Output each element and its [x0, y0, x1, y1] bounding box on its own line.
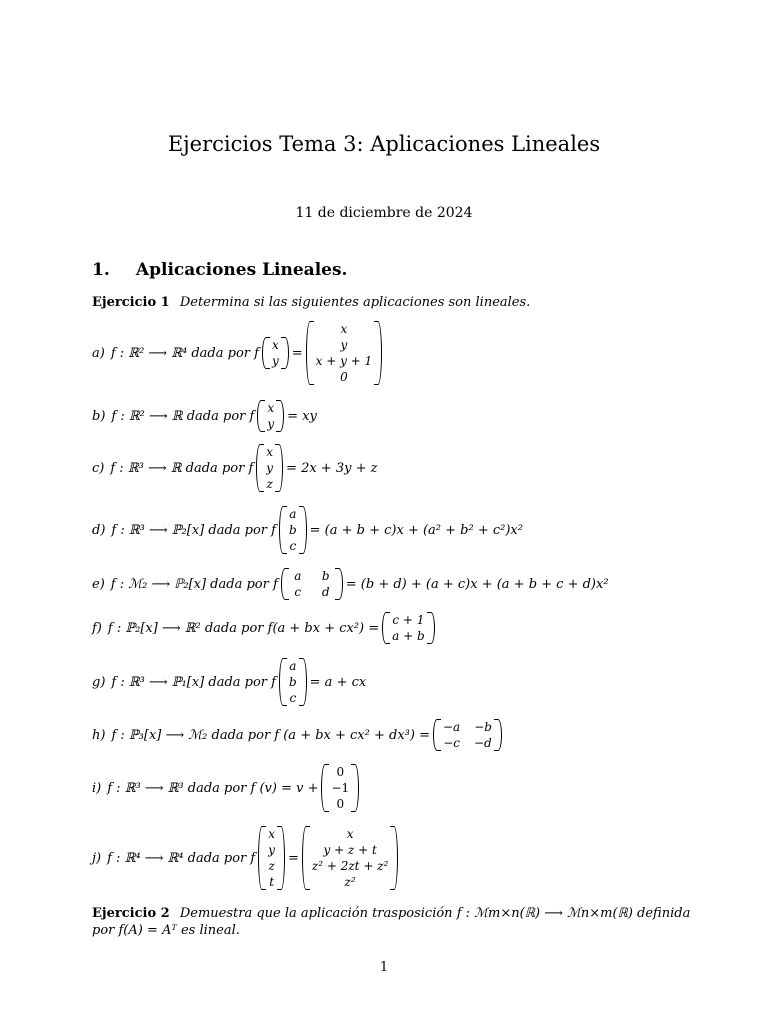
item-label: g)	[92, 674, 106, 690]
exercise-1-label: Ejercicio 1	[92, 295, 170, 310]
item-map: f : ℙ₃[x] ⟶ ℳ₂ dada por f (a + bx + cx² + dx³) =	[111, 727, 430, 743]
input-matrix: a b c d	[281, 568, 343, 600]
exercise-item-j	[92, 824, 401, 892]
equals-sign: =	[288, 850, 299, 866]
input-vector: x y z	[256, 444, 283, 492]
item-map: f : ℝ³ ⟶ ℝ dada por f	[110, 460, 254, 476]
item-label: i)	[92, 780, 102, 796]
item-map: f : ℝ³ ⟶ ℝ³ dada por f (v) = v +	[107, 780, 319, 796]
exercise-2-heading	[92, 905, 712, 939]
item-label: c)	[92, 460, 105, 476]
exercise-item-a	[92, 318, 385, 388]
section-heading	[92, 260, 347, 280]
item-rhs: = a + cx	[309, 674, 367, 690]
exercise-item-c	[92, 442, 377, 494]
section-title: Aplicaciones Lineales.	[135, 260, 348, 280]
output-vector: c + 1 a + b	[382, 612, 435, 644]
item-rhs: = (a + b + c)x + (a² + b² + c²)x²	[309, 522, 523, 538]
exercise-item-h	[92, 717, 505, 753]
exercise-item-i	[92, 762, 362, 814]
item-label: a)	[92, 345, 105, 361]
item-map: f : ℙ₂[x] ⟶ ℝ² dada por f(a + bx + cx²) =	[107, 620, 380, 636]
document-title: Ejercicios Tema 3: Aplicaciones Lineales	[167, 132, 601, 156]
input-vector: x y z t	[258, 826, 285, 890]
item-label: f)	[92, 620, 102, 636]
item-map: f : ℝ³ ⟶ ℙ₁[x] dada por f	[111, 674, 276, 690]
output-vector: 0 −1 0	[321, 764, 359, 812]
item-label: e)	[92, 576, 105, 592]
exercise-item-e	[92, 566, 609, 602]
section-number: 1.	[92, 260, 110, 280]
item-label: d)	[92, 522, 106, 538]
output-vector: x y x + y + 1 0	[306, 321, 383, 385]
exercise-item-b	[92, 398, 317, 434]
input-vector: x y	[257, 400, 284, 432]
item-label: h)	[92, 727, 106, 743]
item-rhs: = (b + d) + (a + c)x + (a + b + c + d)x²	[345, 576, 609, 592]
exercise-1-heading	[92, 294, 712, 311]
item-map: f : ℝ⁴ ⟶ ℝ⁴ dada por f	[107, 850, 256, 866]
exercise-item-d	[92, 504, 523, 556]
exercise-item-g	[92, 656, 366, 708]
exercise-1-statement: Determina si las siguientes aplicaciones son lineales.	[179, 295, 531, 310]
exercise-item-f	[92, 610, 438, 646]
output-matrix: −a −b −c −d	[433, 719, 502, 751]
item-map: f : ℝ² ⟶ ℝ dada por f	[111, 408, 255, 424]
item-label: j)	[92, 850, 102, 866]
item-rhs: = xy	[287, 408, 317, 424]
document-date: 11 de diciembre de 2024	[295, 205, 473, 221]
output-vector: x y + z + t z² + 2zt + z² z²	[302, 826, 398, 890]
item-rhs: = 2x + 3y + z	[286, 460, 378, 476]
item-map: f : ℝ² ⟶ ℝ⁴ dada por f	[110, 345, 259, 361]
equals-sign: =	[291, 345, 303, 361]
item-map: f : ℳ₂ ⟶ ℙ₂[x] dada por f	[110, 576, 278, 592]
item-label: b)	[92, 408, 106, 424]
item-map: f : ℝ³ ⟶ ℙ₂[x] dada por f	[111, 522, 276, 538]
input-vector: x y	[262, 337, 289, 369]
input-vector: a b c	[279, 658, 307, 706]
exercise-2-statement: Demuestra que la aplicación trasposición f : ℳm×n(ℝ) ⟶ ℳn×m(ℝ) definida por f(A) = Aᵀ es lineal.	[92, 906, 691, 938]
exercise-2-label: Ejercicio 2	[92, 906, 170, 921]
page-number: 1	[379, 960, 389, 975]
input-vector: a b c	[279, 506, 307, 554]
